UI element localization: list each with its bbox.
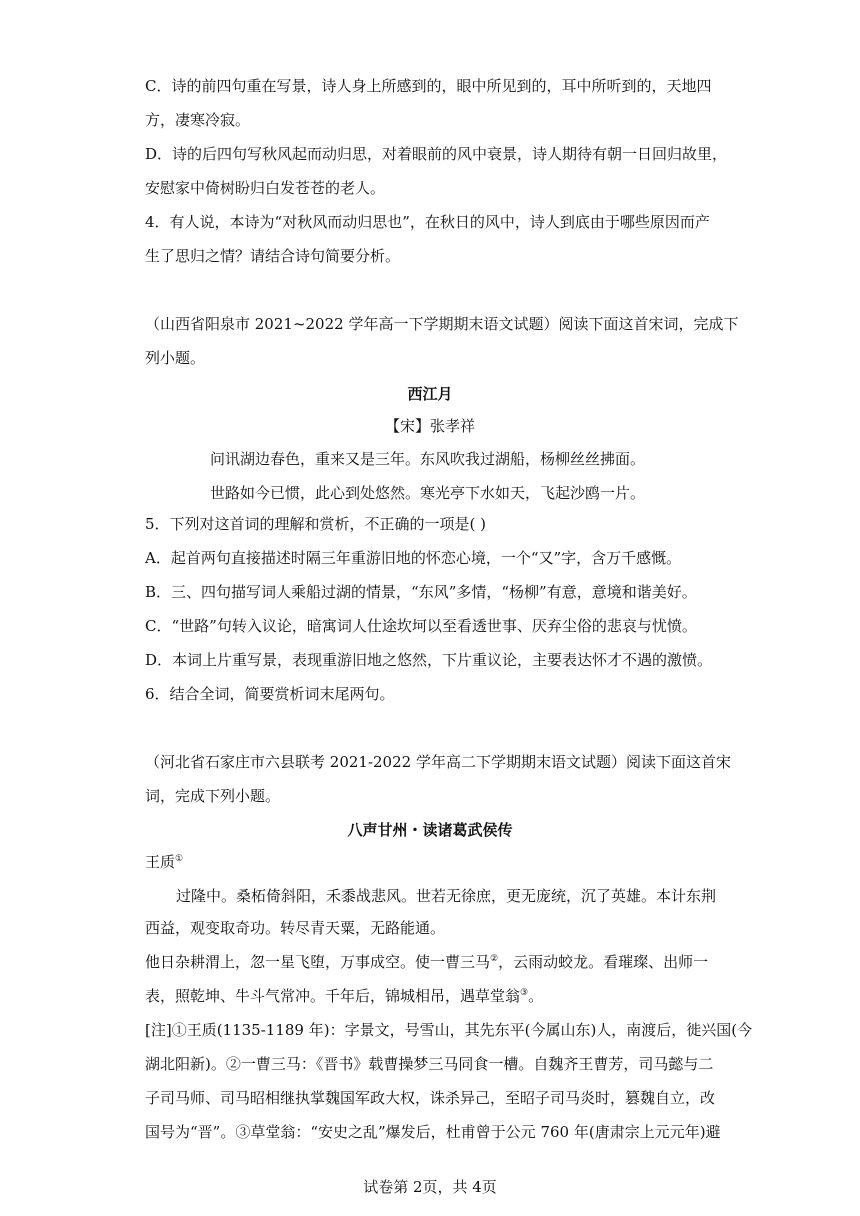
poem-line-2: 世路如今已惯，此心到处悠然。寒光亭下水如天，飞起沙鸥一片。 — [210, 484, 646, 502]
section-intro-line-2: 列小题。 — [145, 349, 206, 367]
question-5-option-c: C．“世路”句转入议论，暗寓词人仕途坎坷以至看透世事、厌弃尘俗的悲哀与忧愤。 — [145, 617, 697, 635]
footnote-marker-2: ② — [490, 954, 499, 964]
option-d-line-2: 安慰家中倚树盼归白发苍苍的老人。 — [145, 179, 386, 197]
question-6: 6．结合全词，简要赏析词末尾两句。 — [145, 685, 395, 703]
poem2-line-2: 西益，观变取奇功。转尽青天粟，无路能通。 — [145, 919, 446, 937]
question-4-line-1: 4．有人说，本诗为“对秋风而动归思也”，在秋日的风中，诗人到底由于哪些原因而产 — [145, 213, 710, 231]
option-d-line-1: D．诗的后四句写秋风起而动归思，对着眼前的风中衰景，诗人期待有朝一日回归故里， — [145, 145, 728, 163]
poem2-line-1: 过隆中。桑柘倚斜阳，禾黍战悲风。世若无徐庶，更无庞统，沉了英雄。本计东荆 — [176, 887, 717, 905]
poem-line-1: 问讯湖边春色，重来又是三年。东风吹我过湖船，杨柳丝丝拂面。 — [210, 450, 646, 468]
section-intro-line-1: （山西省阳泉市 2021~2022 学年高一下学期期末语文试题）阅读下面这首宋词，完成下 — [145, 315, 739, 333]
note-line-1: [注]①王质(1135-1189 年)：字景文，号雪山，其先东平(今属山东)人，南渡后，徙兴国(今 — [145, 1021, 753, 1039]
poem2-line-4-b: 。 — [528, 987, 544, 1005]
footnote-marker-1: ① — [175, 854, 184, 864]
note-line-2: 湖北阳新)。②一曹三马：《晋书》载曹操梦三马同食一槽。自魏齐王曹芳，司马懿与二 — [145, 1055, 714, 1073]
option-c-line-1: C．诗的前四句重在写景，诗人身上所感到的，眼中所见到的，耳中所听到的，天地四 — [145, 77, 712, 95]
poem2-line-3-a: 他日杂耕渭上，忽一星飞堕，万事成空。使一曹三马 — [145, 953, 491, 971]
poem2-line-4 — [145, 986, 543, 1006]
poem2-author-name: 王质 — [145, 853, 176, 871]
question-5-stem: 5．下列对这首词的理解和赏析，不正确的一项是( ) — [145, 515, 487, 533]
poem2-line-4-a: 表，照乾坤、牛斗气常冲。千年后，锦城相吊，遇草堂翁 — [145, 987, 521, 1005]
poem2-line-3-b: ，云雨动蛟龙。看璀璨、出师一 — [498, 953, 709, 971]
page-footer: 试卷第 2页，共 4页 — [363, 1178, 497, 1196]
note-line-4: 国号为“晋”。③草堂翁：“安史之乱”爆发后，杜甫曾于公元 760 年(唐肃宗上元元年)避 — [145, 1123, 721, 1141]
note-line-3: 子司马师、司马昭相继执掌魏国军政大权，诛杀异己，至昭子司马炎时，篡魏自立，改 — [145, 1089, 716, 1107]
section2-intro-line-1: （河北省石家庄市六县联考 2021-2022 学年高二下学期期末语文试题）阅读下面这首宋 — [145, 753, 731, 771]
poem2-title: 八声甘州・读诸葛武侯传 — [347, 821, 513, 839]
poem2-author — [145, 852, 183, 872]
question-5-option-b: B．三、四句描写词人乘船过湖的情景，“东风”多情，“杨柳”有意，意境和谐美好。 — [145, 583, 697, 601]
section2-intro-line-2: 词，完成下列小题。 — [145, 787, 281, 805]
question-5-option-d: D．本词上片重写景，表现重游旧地之悠然，下片重议论，主要表达怀才不遇的激愤。 — [145, 651, 713, 669]
poem-author: 【宋】张孝祥 — [384, 417, 475, 435]
option-c-line-2: 方，凄寒冷寂。 — [145, 111, 251, 129]
poem-title: 西江月 — [407, 385, 453, 403]
question-4-line-2: 生了思归之情？请结合诗句简要分析。 — [145, 247, 401, 265]
footnote-marker-3: ③ — [520, 988, 529, 998]
poem2-line-3 — [145, 952, 708, 972]
question-5-option-a: A．起首两句直接描述时隔三年重游旧地的怀恋心境，一个“又”字，含万千感慨。 — [145, 549, 682, 567]
